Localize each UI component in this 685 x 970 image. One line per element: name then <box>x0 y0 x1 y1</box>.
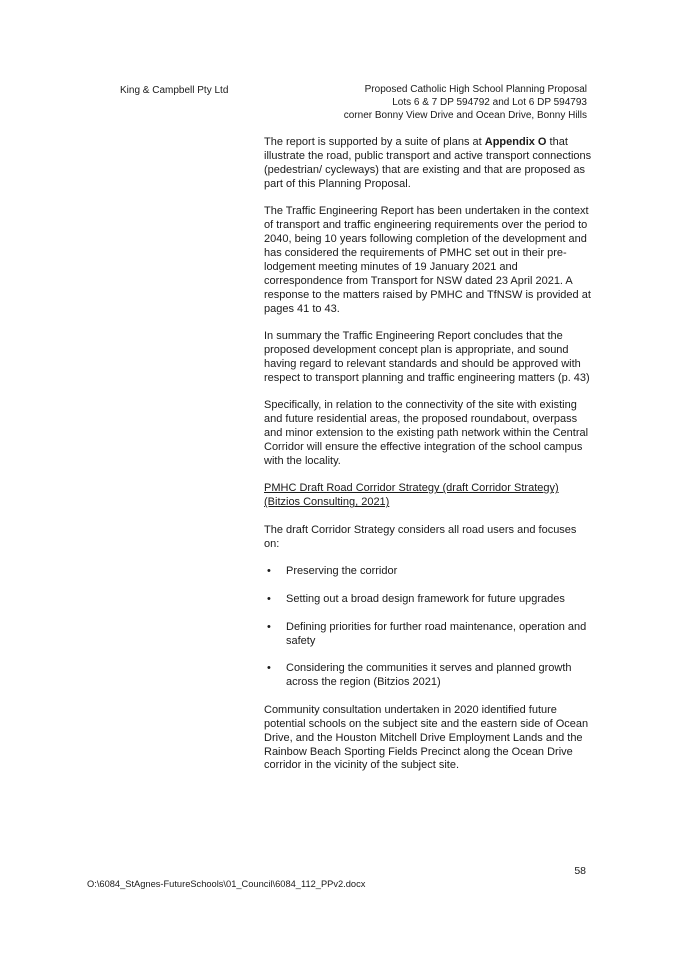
list-item: • Considering the communities it serves and planned growth across the region (Bitzios 2021) <box>267 662 572 689</box>
paragraph-appendix: The report is supported by a suite of plans at Appendix O that illustrate the road, public transport and active transport connections (pedestrian/ cycleways) that are existing and that are proposed as part of this Planning Proposal. <box>264 136 592 190</box>
header-lots: Lots 6 & 7 DP 594792 and Lot 6 DP 594793 <box>392 96 587 108</box>
section-heading: PMHC Draft Road Corridor Strategy (draft Corridor Strategy) (Bitzios Consulting, 2021) <box>264 482 559 509</box>
list-item: • Setting out a broad design framework for future upgrades <box>267 592 565 605</box>
paragraph-summary: In summary the Traffic Engineering Report concludes that the proposed development concept plan is appropriate, and sound having regard to relevant standards and should be approved with respect to transport planning and traffic engineering matters (p. 43) <box>264 330 590 384</box>
header-project-title: Proposed Catholic High School Planning Proposal <box>364 84 587 95</box>
header-location: corner Bonny View Drive and Ocean Drive, Bonny Hills <box>343 109 587 121</box>
list-item: • Preserving the corridor <box>267 565 398 578</box>
paragraph-consultation: Community consultation undertaken in 2020 identified future potential schools on the subject site and the eastern side of Ocean Drive, and the Houston Mitchell Drive Employment Lands and the Rainbow Beach Sporting Fields Precinct along the Ocean Drive corridor in the vicinity of the subject site. <box>264 703 589 772</box>
paragraph-connectivity: Specifically, in relation to the connectivity of the site with existing and future residential areas, the proposed roundabout, overpass and minor extension to the existing path network within the Central Corridor will ensure the effective integration of the school campus with the locality. <box>264 399 589 467</box>
bullet-list <box>264 565 594 690</box>
header-project-info <box>267 84 587 122</box>
bullet-icon: • <box>267 565 271 578</box>
appendix-reference: Appendix O <box>484 136 547 148</box>
page-number: 58 <box>574 865 586 877</box>
paragraph-strategy-intro: The draft Corridor Strategy considers all road users and focuses on: <box>264 523 577 550</box>
header-company: King & Campbell Pty Ltd <box>120 85 229 96</box>
bullet-icon: • <box>267 662 271 675</box>
footer-file-path: O:\6084_StAgnes-FutureSchools\01_Council\6084_112_PPv2.docx <box>87 879 366 889</box>
bullet-icon: • <box>267 620 271 633</box>
paragraph-traffic-report: The Traffic Engineering Report has been undertaken in the context of transport and traffic engineering requirements over the period to 2040, being 10 years following completion of the development and has considered the requirements of PMHC set out in their pre-lodgement meeting minutes of 19 January 2021 and correspondence from Transport for NSW dated 23 April 2021. A response to the matters raised by PMHC and TfNSW is provided at pages 41 to 43. <box>264 205 591 315</box>
body-text <box>264 136 594 787</box>
list-item: • Defining priorities for further road maintenance, operation and safety <box>267 620 587 647</box>
bullet-icon: • <box>267 592 271 605</box>
